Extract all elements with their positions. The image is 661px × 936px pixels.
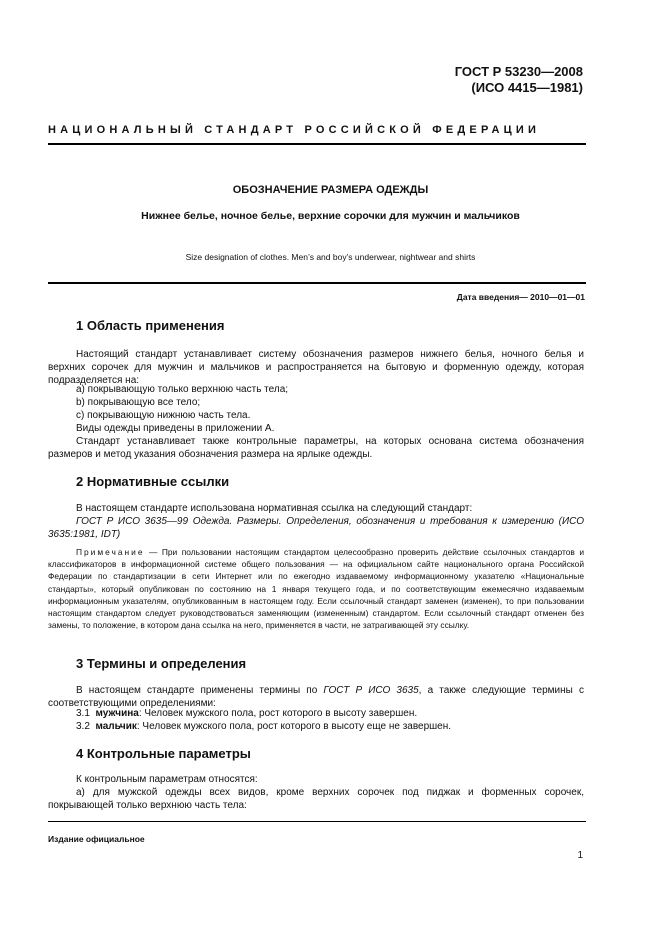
term-definition: 3.1 мужчина: Человек мужского пола, рост которого в высоту завершен. [76,708,418,719]
section-4-paragraph: а) для мужской одежды всех видов, кроме верхних сорочек под пиджак и форменных сорочек, покрывающей только верхнюю часть тела: [48,787,584,811]
document-subtitle: Нижнее белье, ночное белье, верхние сорочки для мужчин и мальчиков [141,210,520,222]
note-text: — При пользовании настоящим стандартом целесообразно проверить действие ссылочных стандартов и классификаторов в информационной системе общего пользования — на официальном сайте национального органа Российской Федерации по стандартизации в сети Интернет или по ежегодно издаваемому информационному указателю «Национальные стандарты», который опубликован по состоянию на 1 января текущего года, и по соответствующим ежемесячно издаваемым информационным указателям, опубликованным в настоящем году. Если ссылочный стандарт заменен (изменен), то при пользовании настоящим стандартом следует руководствоваться заменяющим (измененным) стандартом. Если ссылочный стандарт отменен без замены, то положение, в котором дана ссылка на него, применяется в части, не затрагивающей эту ссылку. [48,547,584,631]
section-1-paragraph: Настоящий стандарт устанавливает систему обозначения размеров нижнего белья, ночного белья и верхних сорочек для мужчин и мальчиков и распространяется на бытовую и форменную одежду, которая подразделяется на: [48,349,584,386]
section-1-heading: 1 Область применения [76,318,225,333]
standard-reference: ГОСТ Р ИСО 3635 [323,685,419,696]
standard-designation [455,64,583,96]
list-item: b) покрывающую все тело; [76,397,201,408]
introduction-date: Дата введения— 2010—01—01 [456,292,585,302]
section-1-paragraph: Стандарт устанавливает также контрольные параметры, на которых основана система обозначения размеров и метод указания обозначения размера на ярлыке одежды. [48,436,584,460]
section-3-heading: 3 Термины и определения [76,656,247,671]
header-rule [48,143,586,145]
iso-number: (ИСО 4415—1981) [471,80,583,95]
gost-number: ГОСТ Р 53230—2008 [454,64,583,79]
section-3-paragraph: В настоящем стандарте применены термины по ГОСТ Р ИСО 3635, а также следующие термины с соответствующими определениями: [48,685,584,709]
footer-rule [48,821,586,822]
section-2-paragraph: В настоящем стандарте использована нормативная ссылка на следующий стандарт: [76,503,473,514]
section-4-paragraph: К контрольным параметрам относятся: [76,774,258,785]
note-label: Примечание [76,547,145,557]
title-rule [48,282,586,284]
page-number: 1 [577,850,583,861]
official-edition-label: Издание официальное [48,834,145,844]
national-standard-banner: НАЦИОНАЛЬНЫЙ СТАНДАРТ РОССИЙСКОЙ ФЕДЕРАЦИИ [48,124,541,136]
term: мальчик [95,721,137,732]
english-title: Size designation of clothes. Men’s and boy’s underwear, nightwear and shirts [185,252,476,262]
list-item: c) покрывающую нижнюю часть тела. [76,410,251,421]
section-2-heading: 2 Нормативные ссылки [76,474,230,489]
note [48,546,584,631]
list-item: a) покрывающую только верхнюю часть тела; [76,384,289,395]
term-definition: 3.2 мальчик: Человек мужского пола, рост которого в высоту еще не завершен. [76,721,452,732]
section-1-annex-ref: Виды одежды приведены в приложении А. [76,423,275,434]
document-title: ОБОЗНАЧЕНИЕ РАЗМЕРА ОДЕЖДЫ [232,184,429,196]
normative-reference: ГОСТ Р ИСО 3635—99 Одежда. Размеры. Определения, обозначения и требования к измерению (ИСО 3635:1981, IDT) [48,516,584,540]
term: мужчина [95,708,139,719]
section-4-heading: 4 Контрольные параметры [76,746,251,761]
